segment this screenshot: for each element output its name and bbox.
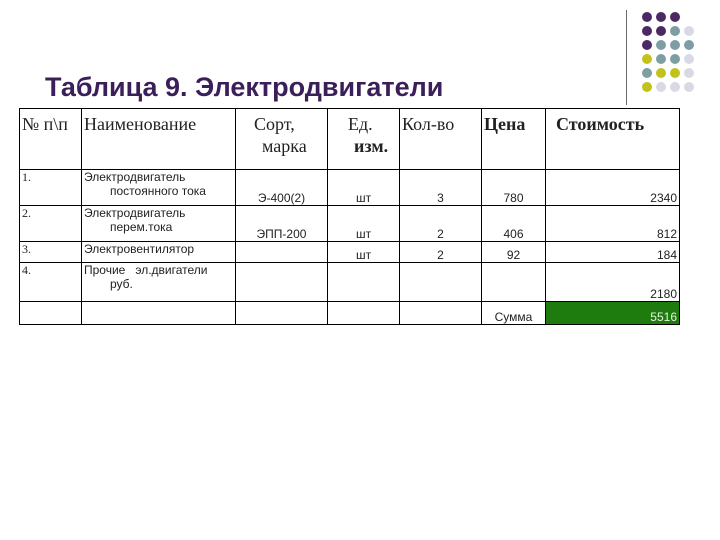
header-qty: Кол-во (400, 109, 482, 170)
decor-dot (670, 26, 680, 36)
cell-price: 406 (482, 206, 546, 242)
header-unit-line1: Ед. (348, 114, 373, 134)
table-row (20, 170, 680, 206)
cell-name-line2: руб. (110, 277, 133, 291)
decor-dot (684, 54, 694, 64)
decor-dot (656, 68, 666, 78)
cell-name (82, 206, 236, 242)
table-row (20, 242, 680, 263)
decor-dot (642, 68, 652, 78)
decor-dot (656, 82, 666, 92)
cell-cost: 184 (546, 242, 680, 263)
page-title: Таблица 9. Электродвигатели (45, 72, 444, 102)
cell-empty (328, 302, 400, 325)
table-row (20, 263, 680, 302)
decor-dot (656, 26, 666, 36)
cell-name-line1: Электровентилятор (84, 242, 195, 256)
header-name: Наименование (82, 109, 236, 170)
header-unit-line2: изм. (354, 136, 389, 156)
cell-num: 4. (20, 263, 82, 302)
decor-dot (670, 68, 680, 78)
cell-price: 780 (482, 170, 546, 206)
decor-dot (684, 26, 694, 36)
cell-name (82, 263, 236, 302)
decor-dot (642, 26, 652, 36)
cell-qty: 2 (400, 242, 482, 263)
decor-dot (670, 82, 680, 92)
cell-grade (236, 263, 328, 302)
cell-empty (20, 302, 82, 325)
table-header-row (20, 109, 680, 170)
cell-num: 2. (20, 206, 82, 242)
cell-num: 3. (20, 242, 82, 263)
cell-unit: шт (328, 206, 400, 242)
cell-name-line1: Электродвигатель (84, 170, 186, 184)
cell-num: 1. (20, 170, 82, 206)
decor-dot-grid (640, 10, 696, 94)
decor-dot (642, 12, 652, 22)
cell-qty (400, 263, 482, 302)
cell-name-line2: постоянного тока (110, 184, 206, 198)
table-row (20, 206, 680, 242)
decor-dot (684, 40, 694, 50)
header-cost: Стоимость (546, 109, 680, 170)
table-total-row (20, 302, 680, 325)
decor-divider-line (626, 10, 627, 105)
header-price: Цена (482, 109, 546, 170)
decor-dot (670, 54, 680, 64)
cell-cost: 2340 (546, 170, 680, 206)
decor-dot (642, 54, 652, 64)
cell-empty (236, 302, 328, 325)
cell-price: 92 (482, 242, 546, 263)
cell-unit (328, 263, 400, 302)
cell-name (82, 170, 236, 206)
decor-dot (642, 40, 652, 50)
decor-dot (684, 68, 694, 78)
cell-name-line1: Электродвигатель (84, 206, 186, 220)
header-unit (328, 109, 400, 170)
cell-unit: шт (328, 242, 400, 263)
decor-dot (684, 82, 694, 92)
motors-table (19, 108, 680, 325)
cell-name-line1: Прочие эл.двигатели (84, 263, 208, 277)
cell-qty: 2 (400, 206, 482, 242)
decor-dot (656, 12, 666, 22)
cell-qty: 3 (400, 170, 482, 206)
header-grade-line1: Сорт, (254, 114, 295, 134)
cell-empty (400, 302, 482, 325)
cell-name (82, 242, 236, 263)
total-value: 5516 (546, 302, 680, 325)
cell-cost: 2180 (546, 263, 680, 302)
cell-grade: Э-400(2) (236, 170, 328, 206)
decor-dot (642, 82, 652, 92)
total-label: Сумма (482, 302, 546, 325)
decor-dot-empty (684, 12, 694, 22)
decor-dot (670, 40, 680, 50)
decor-dot (656, 54, 666, 64)
header-grade-line2: марка (262, 136, 307, 156)
cell-cost: 812 (546, 206, 680, 242)
cell-price (482, 263, 546, 302)
decor-dot (656, 40, 666, 50)
cell-grade: ЭПП-200 (236, 206, 328, 242)
decor-dot (670, 12, 680, 22)
header-num: № п\п (20, 109, 82, 170)
cell-empty (82, 302, 236, 325)
cell-name-line2: перем.тока (110, 220, 173, 234)
cell-unit: шт (328, 170, 400, 206)
header-grade (236, 109, 328, 170)
cell-grade (236, 242, 328, 263)
